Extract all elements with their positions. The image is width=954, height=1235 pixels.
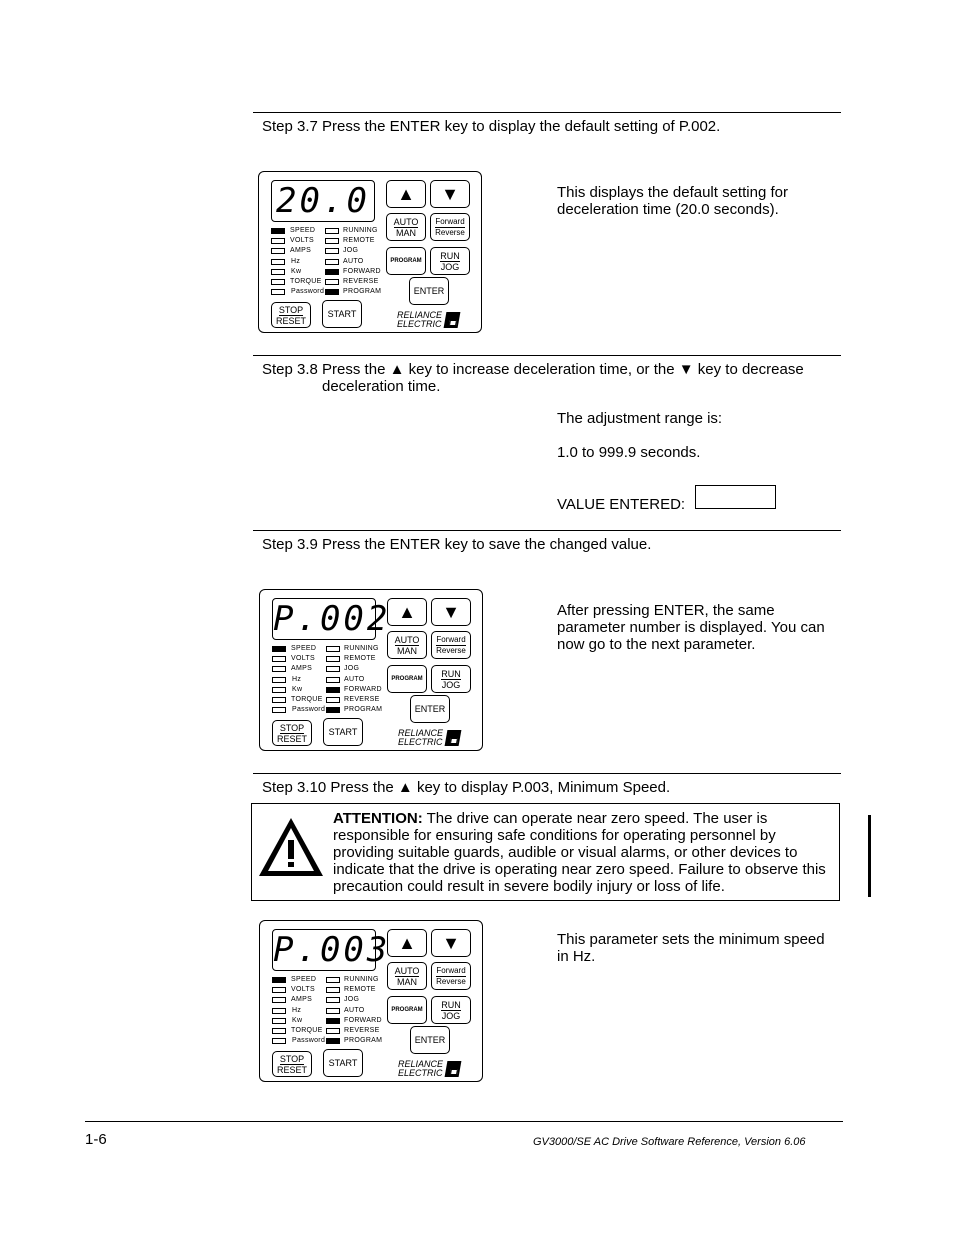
down-arrow-button[interactable] (430, 180, 470, 208)
led-indicator-kw (272, 687, 286, 693)
led-label-torque: TORQUE (290, 278, 322, 285)
led-indicator-reverse (326, 697, 340, 703)
led-indicator-volts (272, 987, 286, 993)
up-arrow-icon: ▲ (397, 779, 413, 796)
led-label-speed: SPEED (291, 976, 317, 983)
rule-step-3-10 (253, 773, 841, 774)
seven-segment-display: 20.0 (271, 180, 375, 222)
program-label: PROGRAM (391, 676, 423, 682)
page-number: 1-6 (85, 1131, 107, 1148)
start-label: START (327, 309, 357, 319)
led-label-jog: JOG (344, 665, 360, 673)
led-indicator-volts (272, 656, 286, 662)
led-indicator-speed (272, 646, 286, 652)
seven-segment-display: P.002 (273, 599, 391, 639)
rule-footer (85, 1121, 843, 1122)
down-arrow-icon: ▼ (442, 602, 460, 622)
led-indicator-hz (271, 259, 285, 265)
led-label-kw: Kw (291, 267, 302, 275)
rule-step-3-8 (253, 355, 841, 356)
warning-triangle-icon (257, 816, 325, 878)
led-label-auto: AUTO (343, 257, 364, 265)
led-indicator-kw (272, 1018, 286, 1024)
enter-button[interactable] (410, 695, 450, 723)
program-button[interactable] (387, 996, 427, 1024)
up-arrow-icon: ▲ (397, 184, 415, 204)
value-entered-field[interactable] (695, 485, 776, 509)
enter-label: ENTER (414, 1035, 446, 1045)
led-label-forward: FORWARD (344, 685, 382, 693)
start-button[interactable] (322, 300, 362, 328)
enter-button[interactable] (410, 1026, 450, 1054)
run-jog-button[interactable] (431, 996, 471, 1024)
keypad-panel-1 (258, 171, 482, 333)
led-label-torque: TORQUE (291, 1027, 323, 1034)
step-3-8-text-b: key to increase deceleration time, or the (404, 361, 679, 378)
led-indicator-amps (272, 997, 286, 1003)
led-indicator-torque (272, 1028, 286, 1034)
led-indicator-auto (326, 1008, 340, 1014)
man-label: MAN (397, 645, 417, 656)
forward-reverse-button[interactable] (430, 213, 470, 241)
led-label-reverse: REVERSE (344, 696, 380, 703)
led-label-auto: AUTO (344, 1006, 365, 1014)
led-indicator-remote (326, 987, 340, 993)
down-arrow-button[interactable] (431, 929, 471, 957)
up-arrow-icon: ▲ (398, 602, 416, 622)
step-3-8-text-c: key to decrease (693, 361, 804, 378)
led-indicator-auto (326, 677, 340, 683)
led-indicator-amps (272, 666, 286, 672)
led-indicator-torque (271, 279, 285, 285)
led-indicator-speed (272, 977, 286, 983)
reliance-electric-logo-text (397, 311, 442, 329)
value-entered-label: VALUE ENTERED: (557, 496, 686, 513)
auto-label: AUTO (393, 216, 419, 227)
attention-body: The drive can operate near zero speed. The user is responsible for ensuring safe conditions for operating personnel by providing suitable guards, audible or visual alarms, or other devices to indicate that the drive is operating near zero speed. Failure to observe this precaution could result in severe bodily injury or loss of life. (333, 810, 826, 895)
down-arrow-icon: ▼ (678, 361, 694, 378)
down-arrow-icon: ▼ (442, 933, 460, 953)
down-arrow-button[interactable] (431, 598, 471, 626)
led-indicator-forward (326, 1018, 340, 1024)
reliance-logo-icon (445, 1061, 462, 1077)
run-label: RUN (440, 250, 460, 261)
run-label: RUN (441, 668, 461, 679)
led-indicator-program (326, 707, 340, 713)
range-label: The adjustment range is: (557, 410, 723, 427)
step-3-10-text-b: key to display P.003, Minimum Speed. (412, 779, 671, 796)
attention-label: ATTENTION: (333, 810, 423, 827)
rule-step-3-9 (253, 530, 841, 531)
reliance-electric-logo-text (398, 729, 443, 747)
led-label-kw: Kw (292, 685, 303, 693)
brand-line-2: ELECTRIC (398, 1068, 443, 1078)
down-arrow-icon: ▼ (441, 184, 459, 204)
reverse-label: Reverse (435, 227, 465, 237)
step-3-9: Step 3.9 Press the ENTER key to save the changed value. (262, 536, 652, 553)
led-indicator-forward (325, 269, 339, 275)
start-label: START (328, 1058, 358, 1068)
forward-label: Forward (436, 634, 466, 644)
auto-label: AUTO (394, 965, 420, 976)
stop-reset-button[interactable] (271, 302, 311, 328)
run-jog-button[interactable] (431, 665, 471, 693)
stop-label: STOP (279, 1053, 305, 1064)
step-3-7: Step 3.7 Press the ENTER key to display the default setting of P.002. (262, 118, 721, 135)
led-label-volts: VOLTS (291, 655, 315, 663)
step-3-8-text-a: Step 3.8 Press the (262, 361, 390, 378)
led-label-running: RUNNING (343, 227, 378, 234)
seven-segment-display: P.003 (273, 930, 391, 970)
led-indicator-running (325, 228, 339, 234)
step-3-8 (262, 361, 804, 378)
keypad-panel-3 (259, 920, 483, 1082)
led-label-password: Password (291, 288, 325, 296)
man-label: MAN (397, 976, 417, 987)
man-label: MAN (396, 227, 416, 238)
document-title: GV3000/SE AC Drive Software Reference, Version 6.06 (533, 1136, 806, 1148)
brand-line-1: RELIANCE (398, 1059, 444, 1069)
led-indicator-kw (271, 269, 285, 275)
note-min-speed: This parameter sets the minimum speed in Hz. (557, 931, 825, 965)
led-label-remote: REMOTE (343, 237, 375, 245)
jog-label: JOG (441, 1010, 461, 1021)
led-label-jog: JOG (343, 247, 359, 255)
led-label-torque: TORQUE (291, 696, 323, 703)
led-indicator-jog (326, 666, 340, 672)
attention-box (251, 803, 840, 901)
led-indicator-running (326, 646, 340, 652)
led-indicator-remote (325, 238, 339, 244)
auto-label: AUTO (394, 634, 420, 645)
up-arrow-button[interactable] (386, 180, 426, 208)
stop-label: STOP (278, 304, 304, 315)
led-label-program: PROGRAM (343, 288, 382, 296)
change-bar (868, 815, 871, 897)
led-indicator-volts (271, 238, 285, 244)
led-label-hz: Hz (291, 257, 301, 265)
led-label-program: PROGRAM (344, 706, 383, 714)
forward-reverse-button[interactable] (431, 631, 471, 659)
forward-label: Forward (435, 216, 465, 226)
enter-label: ENTER (413, 286, 445, 296)
reliance-electric-logo-text (398, 1060, 443, 1078)
step-3-8-line-2: deceleration time. (322, 378, 441, 395)
led-label-running: RUNNING (344, 645, 379, 652)
program-label: PROGRAM (391, 1007, 423, 1013)
led-indicator-running (326, 977, 340, 983)
step-3-10 (262, 779, 670, 796)
up-arrow-button[interactable] (387, 929, 427, 957)
jog-label: JOG (441, 679, 461, 690)
reverse-label: Reverse (436, 645, 466, 655)
led-label-volts: VOLTS (291, 986, 315, 994)
led-indicator-forward (326, 687, 340, 693)
brand-line-1: RELIANCE (398, 728, 444, 738)
note-after-enter: After pressing ENTER, the same parameter number is displayed. You can now go to the next parameter. (557, 602, 825, 653)
led-indicator-hz (272, 1008, 286, 1014)
led-indicator-program (326, 1038, 340, 1044)
led-label-speed: SPEED (291, 645, 317, 652)
stop-reset-button[interactable] (272, 720, 312, 746)
step-3-10-text-a: Step 3.10 Press the (262, 779, 398, 796)
led-indicator-password (271, 289, 285, 295)
run-jog-button[interactable] (430, 247, 470, 275)
auto-man-button[interactable] (387, 962, 427, 990)
up-arrow-icon: ▲ (389, 361, 405, 378)
brand-line-1: RELIANCE (397, 310, 443, 320)
led-indicator-torque (272, 697, 286, 703)
led-label-auto: AUTO (344, 675, 365, 683)
program-button[interactable] (386, 247, 426, 275)
auto-man-button[interactable] (386, 213, 426, 241)
stop-label: STOP (279, 722, 305, 733)
brand-line-2: ELECTRIC (397, 319, 442, 329)
reliance-logo-icon (444, 312, 461, 328)
led-label-remote: REMOTE (344, 986, 376, 994)
start-button[interactable] (323, 718, 363, 746)
up-arrow-icon: ▲ (398, 933, 416, 953)
led-label-remote: REMOTE (344, 655, 376, 663)
led-indicator-remote (326, 656, 340, 662)
led-label-hz: Hz (292, 675, 302, 683)
led-label-amps: AMPS (291, 665, 313, 673)
led-indicator-speed (271, 228, 285, 234)
led-label-running: RUNNING (344, 976, 379, 983)
reset-label: RESET (276, 1064, 307, 1075)
led-indicator-jog (326, 997, 340, 1003)
reverse-label: Reverse (436, 976, 466, 986)
led-label-amps: AMPS (290, 247, 312, 255)
reset-label: RESET (275, 315, 306, 326)
led-label-hz: Hz (292, 1006, 302, 1014)
led-label-speed: SPEED (290, 227, 316, 234)
led-indicator-reverse (325, 279, 339, 285)
led-label-program: PROGRAM (344, 1037, 383, 1045)
up-arrow-button[interactable] (387, 598, 427, 626)
led-label-reverse: REVERSE (344, 1027, 380, 1034)
keypad-panel-2 (259, 589, 483, 751)
led-label-jog: JOG (344, 996, 360, 1004)
led-label-forward: FORWARD (344, 1016, 382, 1024)
range-value: 1.0 to 999.9 seconds. (557, 444, 701, 461)
enter-button[interactable] (409, 277, 449, 305)
stop-reset-button[interactable] (272, 1051, 312, 1077)
forward-label: Forward (436, 965, 466, 975)
start-label: START (328, 727, 358, 737)
led-indicator-reverse (326, 1028, 340, 1034)
led-indicator-program (325, 289, 339, 295)
program-button[interactable] (387, 665, 427, 693)
led-label-kw: Kw (292, 1016, 303, 1024)
start-button[interactable] (323, 1049, 363, 1077)
rule-top (253, 112, 841, 113)
run-label: RUN (441, 999, 461, 1010)
brand-line-2: ELECTRIC (398, 737, 443, 747)
led-label-reverse: REVERSE (343, 278, 379, 285)
enter-label: ENTER (414, 704, 446, 714)
attention-text (333, 810, 833, 895)
led-indicator-amps (271, 248, 285, 254)
led-indicator-hz (272, 677, 286, 683)
program-label: PROGRAM (390, 258, 422, 264)
auto-man-button[interactable] (387, 631, 427, 659)
led-label-forward: FORWARD (343, 267, 381, 275)
led-indicator-password (272, 1038, 286, 1044)
led-indicator-jog (325, 248, 339, 254)
led-indicator-password (272, 707, 286, 713)
note-default-setting: This displays the default setting for deceleration time (20.0 seconds). (557, 184, 788, 218)
led-label-password: Password (292, 706, 326, 714)
led-label-volts: VOLTS (290, 237, 314, 245)
reset-label: RESET (276, 733, 307, 744)
forward-reverse-button[interactable] (431, 962, 471, 990)
led-label-amps: AMPS (291, 996, 313, 1004)
reliance-logo-icon (445, 730, 462, 746)
led-label-password: Password (292, 1037, 326, 1045)
jog-label: JOG (440, 261, 460, 272)
led-indicator-auto (325, 259, 339, 265)
